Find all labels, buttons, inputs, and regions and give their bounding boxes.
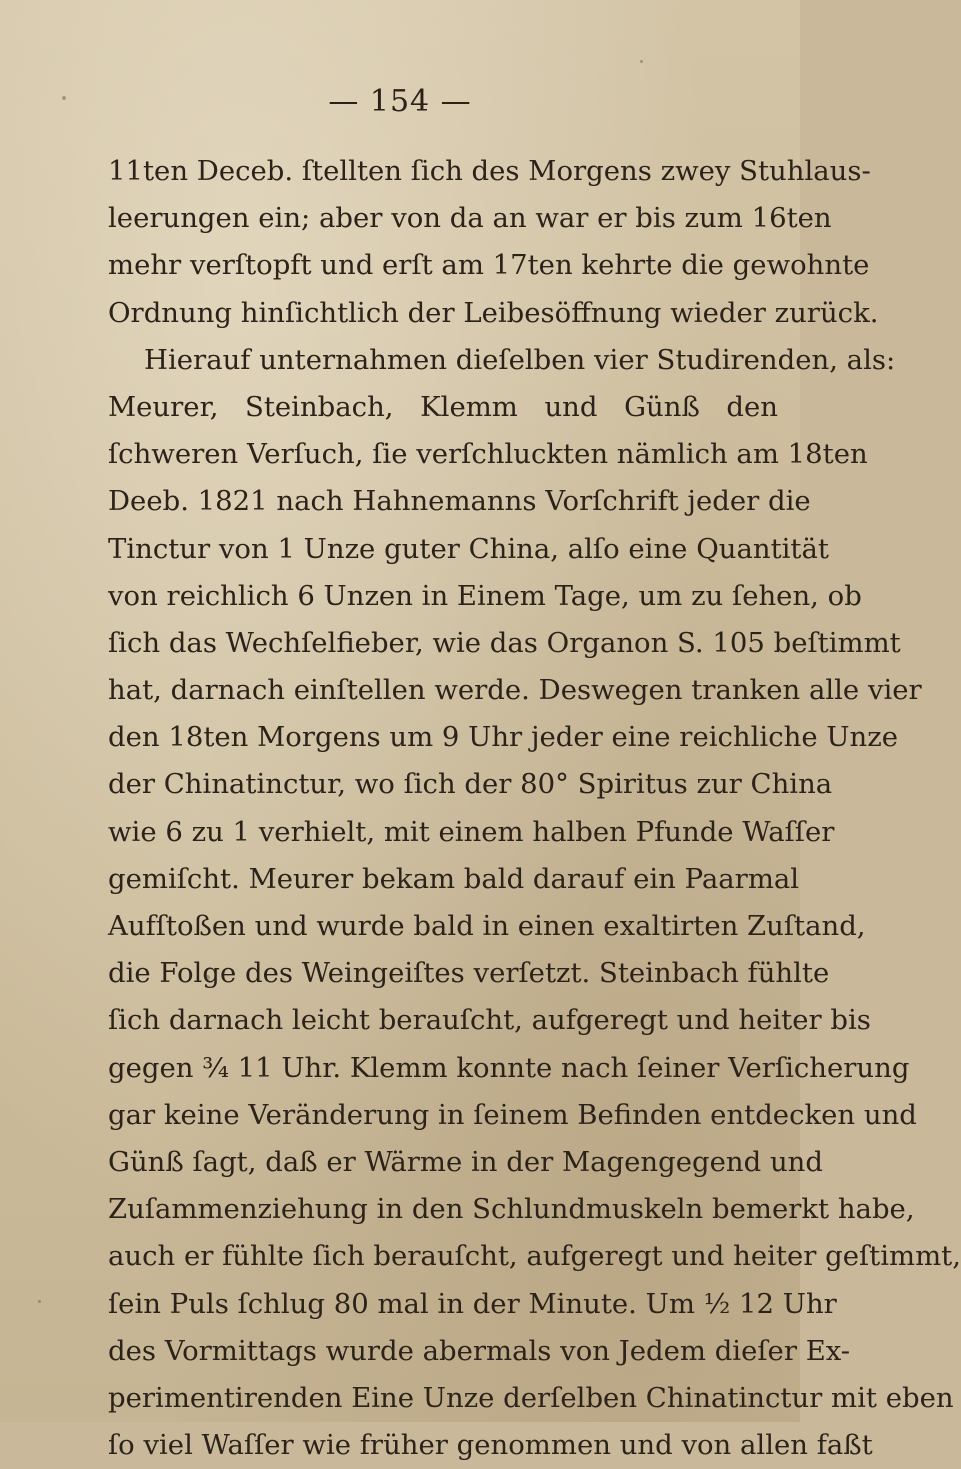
text-line: Meurer, Steinbach, Klemm und Günß den	[108, 390, 778, 423]
text-line: Hierauf unternahmen dieſelben vier Studirenden, als:	[144, 343, 896, 376]
text-line: Aufſtoßen und wurde bald in einen exaltirten Zuſtand,	[108, 910, 866, 942]
text-line: ſchweren Verſuch, ſie verſchluckten nämlich am 18ten	[108, 438, 868, 471]
paper-speck	[640, 60, 643, 63]
body-text	[108, 148, 961, 1469]
text-line: Deeb. 1821 nach Hahnemanns Vorſchrift jeder die	[108, 485, 811, 518]
text-line: Tinctur von 1 Unze guter China, alſo eine Quantität	[108, 532, 829, 565]
text-line: ſo viel Waſſer wie früher genommen und von allen faßt	[108, 1429, 873, 1462]
text-line: leerungen ein; aber von da an war er bis zum 16ten	[108, 202, 832, 235]
text-line: gemiſcht. Meurer bekam bald darauf ein Paarmal	[108, 862, 800, 895]
text-line: wie 6 zu 1 verhielt, mit einem halben Pfunde Waſſer	[108, 815, 835, 848]
text-line: ſich darnach leicht berauſcht, aufgeregt und heiter bis	[108, 1004, 871, 1037]
text-line: ſich das Wechſelfieber, wie das Organon S. 105 beſtimmt	[108, 626, 901, 659]
text-line: ſein Puls ſchlug 80 mal in der Minute. Um ½ 12 Uhr	[108, 1287, 837, 1320]
paper-speck	[38, 1300, 41, 1303]
text-line: der Chinatinctur, wo ſich der 80° Spiritus zur China	[108, 768, 833, 801]
text-line: des Vormittags wurde abermals von Jedem dieſer Ex-	[108, 1334, 851, 1367]
text-line: auch er fühlte ſich berauſcht, aufgeregt und heiter geſtimmt,	[108, 1240, 961, 1273]
text-line: die Folge des Weingeiſtes verſetzt. Steinbach fühlte	[108, 957, 830, 990]
text-line: den 18ten Morgens um 9 Uhr jeder eine reichliche Unze	[108, 721, 899, 754]
text-line: gegen ¾ 11 Uhr. Klemm konnte nach ſeiner Verſicherung	[108, 1051, 910, 1084]
text-line: Günß ſagt, daß er Wärme in der Magengegend und	[108, 1145, 823, 1178]
text-line: von reichlich 6 Unzen in Einem Tage, um zu ſehen, ob	[108, 579, 862, 612]
paper-speck	[62, 96, 66, 100]
text-line: hat, darnach einſtellen werde. Deswegen tranken alle vier	[108, 674, 922, 707]
paper-speck	[205, 975, 210, 980]
text-line: perimentirenden Eine Unze derſelben Chinatinctur mit eben	[108, 1381, 954, 1414]
text-line: Ordnung hinſichtlich der Leibesöffnung wieder zurück.	[108, 296, 879, 329]
text-line: gar keine Veränderung in ſeinem Befinden entdecken und	[108, 1098, 917, 1131]
text-line: 11ten Deceb. ſtellten ſich des Morgens zwey Stuhlaus-	[108, 155, 871, 187]
text-line: Zuſammenziehung in den Schlundmuskeln bemerkt habe,	[108, 1193, 915, 1226]
page-number: — 154 —	[328, 84, 472, 119]
text-line: mehr verſtopft und erſt am 17ten kehrte die gewohnte	[108, 249, 870, 282]
